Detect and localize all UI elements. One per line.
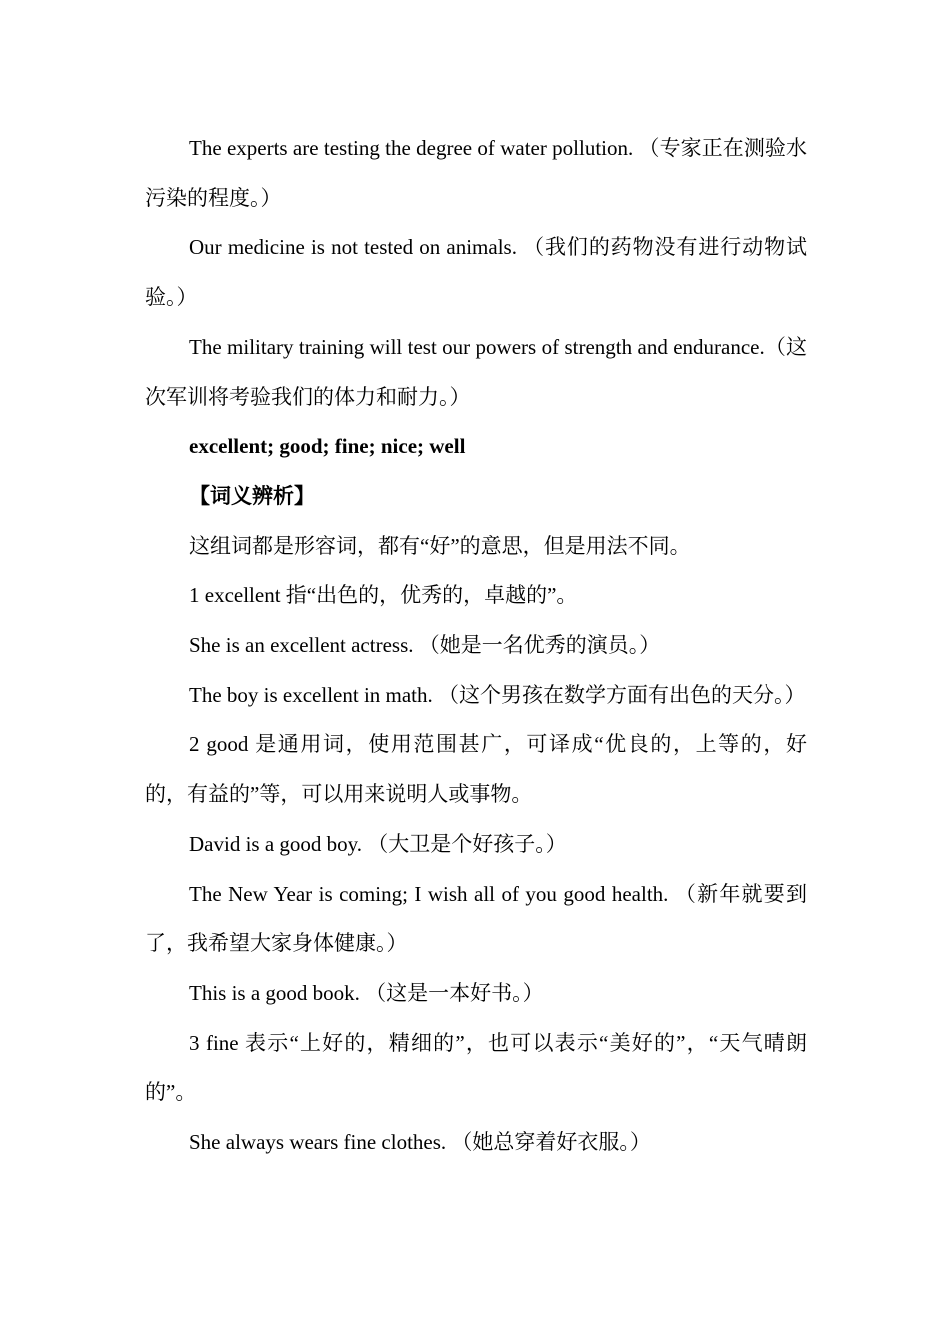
- paragraph-good-example-1: David is a good boy. （大卫是个好孩子。）: [189, 831, 567, 856]
- paragraph-excellent-example-2: The boy is excellent in math. （这个男孩在数学方面有出色的天分。）: [189, 682, 806, 707]
- paragraph-test-example-2: Our medicine is not tested on animals. （我们的药物没有进行动物试验。）: [145, 235, 807, 310]
- paragraph-excellent-example-1: She is an excellent actress. （她是一名优秀的演员。）: [189, 633, 661, 658]
- paragraph-test-example-1: The experts are testing the degree of water pollution. （专家正在测验水污染的程度。）: [145, 136, 807, 210]
- paragraph-intro: 这组词都是形容词，都有“好”的意思，但是用法不同。: [189, 533, 691, 558]
- paragraph-test-example-3: The military training will test our powers of strength and endurance.（这次军训将考验我们的体力和耐力。）: [145, 334, 807, 409]
- section-heading-word-analysis: 【词义辨析】: [189, 483, 315, 508]
- word-group-heading: excellent; good; fine; nice; well: [189, 434, 466, 459]
- paragraph-fine-example-1: She always wears fine clothes. （她总穿着好衣服。）: [189, 1130, 651, 1155]
- document-body: [145, 124, 807, 1168]
- paragraph-good-example-3: This is a good book. （这是一本好书。）: [189, 980, 544, 1005]
- paragraph-good-definition: 2 good 是通用词，使用范围甚广，可译成“优良的，上等的，好的，有益的”等，可以用来说明人或事物。: [145, 732, 807, 807]
- paragraph-good-example-2: The New Year is coming; I wish all of you good health. （新年就要到了，我希望大家身体健康。）: [145, 881, 807, 956]
- paragraph-excellent-definition: 1 excellent 指“出色的，优秀的，卓越的”。: [189, 583, 578, 608]
- paragraph-fine-definition: 3 fine 表示“上好的，精细的”，也可以表示“美好的”，“天气晴朗的”。: [145, 1030, 807, 1105]
